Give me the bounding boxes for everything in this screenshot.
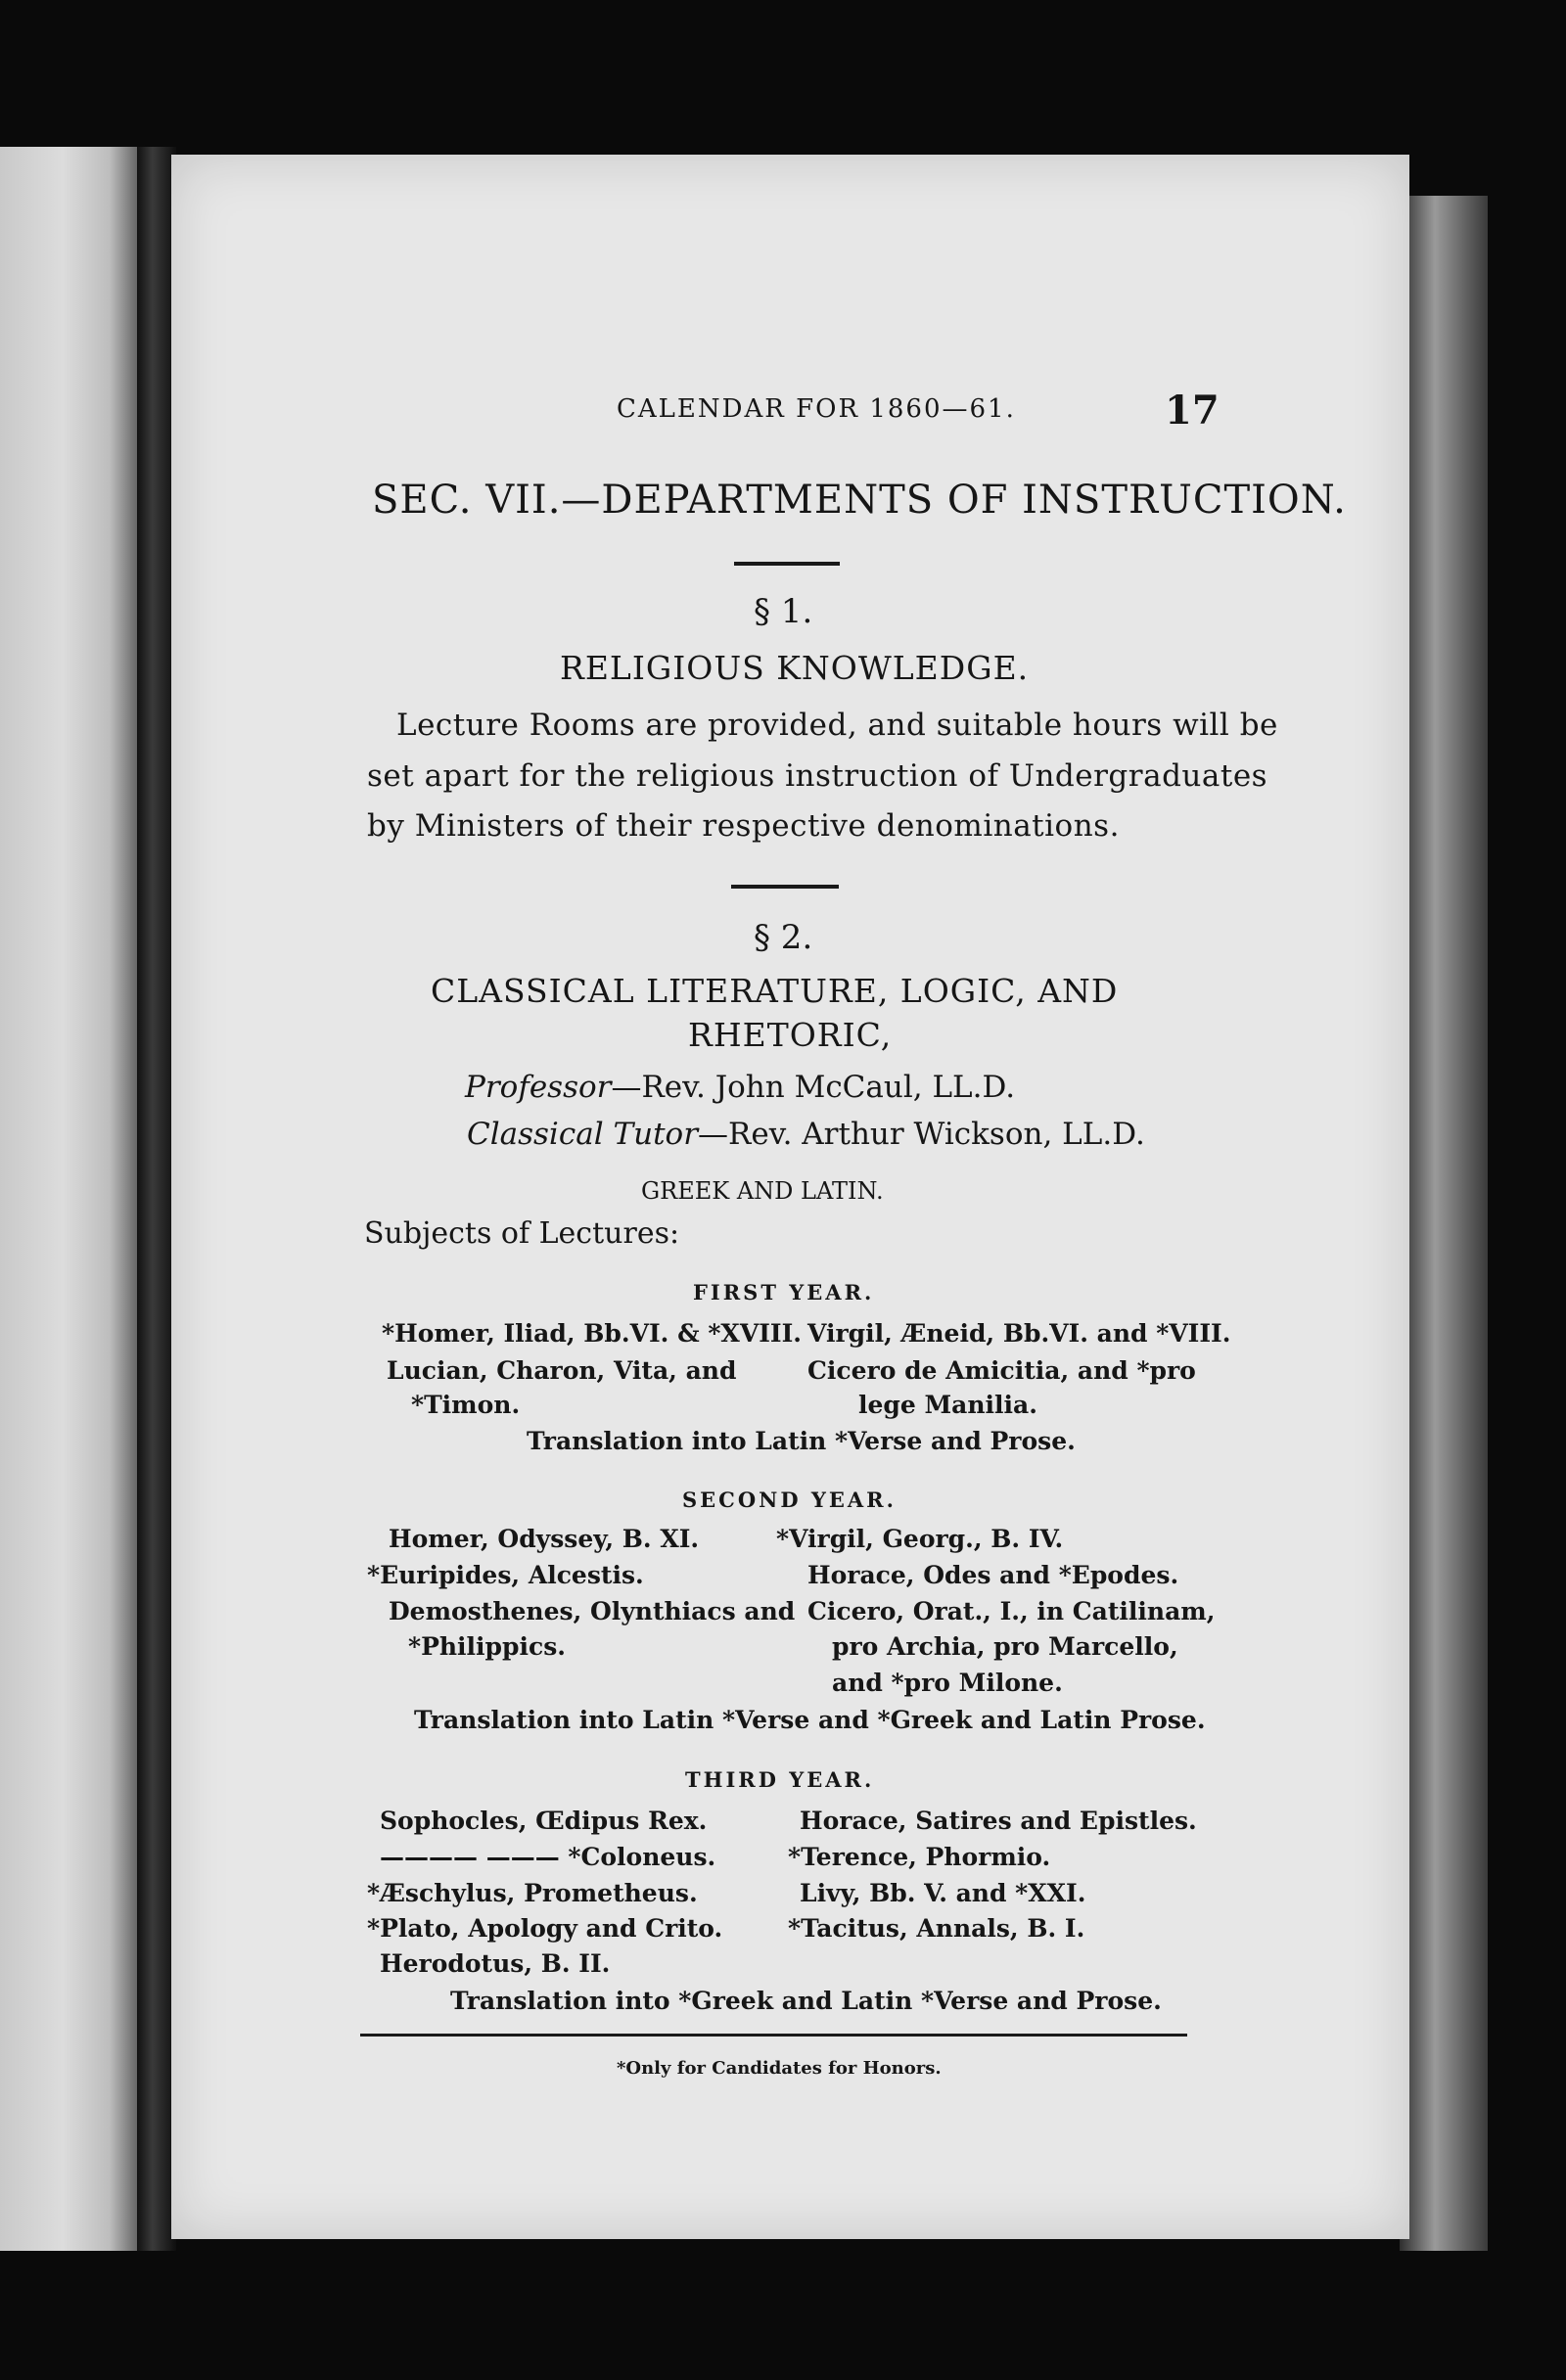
third-year-latin-4: *Tacitus, Annals, B. I. [788, 1914, 1085, 1943]
classical-heading-line-1: CLASSICAL LITERATURE, LOGIC, AND [431, 972, 1119, 1010]
greek-and-latin-heading: GREEK AND LATIN. [641, 1177, 884, 1205]
right-page-edges [1400, 196, 1488, 2251]
section-mark-1: § 1. [754, 592, 813, 631]
paragraph-line-2: set apart for the religious instruction of Undergraduates [367, 758, 1268, 794]
second-year-greek-4: *Philippics. [408, 1632, 566, 1661]
tutor-line [467, 1117, 1145, 1152]
second-year-latin-2: Horace, Odes and *Epodes. [807, 1561, 1179, 1589]
second-year-greek-1: Homer, Odyssey, B. XI. [389, 1525, 700, 1553]
divider-rule [731, 885, 839, 889]
second-year-translation: Translation into Latin *Verse and *Greek and Latin Prose. [414, 1706, 1206, 1734]
first-year-latin-3: lege Manilia. [858, 1391, 1037, 1419]
first-year-greek-3: *Timon. [411, 1391, 521, 1419]
footnote-rule [360, 2034, 1187, 2037]
second-year-latin-5: and *pro Milone. [832, 1669, 1063, 1697]
tutor-role: Classical Tutor [467, 1117, 699, 1152]
running-head: CALENDAR FOR 1860—61. [617, 394, 1016, 424]
left-page-edge [0, 147, 157, 2251]
second-year-latin-1: *Virgil, Georg., B. IV. [776, 1525, 1064, 1553]
classical-heading-line-2: RHETORIC, [688, 1016, 893, 1054]
section-mark-2: § 2. [754, 918, 813, 957]
second-year-greek-2: *Euripides, Alcestis. [367, 1561, 644, 1589]
third-year-greek-5: Herodotus, B. II. [380, 1949, 611, 1978]
professor-name: —Rev. John McCaul, LL.D. [611, 1070, 1016, 1105]
tutor-name: —Rev. Arthur Wickson, LL.D. [698, 1117, 1145, 1152]
first-year-translation: Translation into Latin *Verse and Prose. [527, 1427, 1076, 1455]
subjects-label: Subjects of Lectures: [364, 1216, 680, 1251]
third-year-heading: THIRD YEAR. [685, 1767, 875, 1792]
first-year-latin-1: Virgil, Æneid, Bb.VI. and *VIII. [807, 1319, 1231, 1348]
third-year-greek-2: ———— ——— *Coloneus. [380, 1843, 716, 1871]
third-year-latin-3: Livy, Bb. V. and *XXI. [800, 1879, 1086, 1907]
paragraph-line-3: by Ministers of their respective denominations. [367, 808, 1120, 844]
document-page [171, 155, 1409, 2239]
first-year-latin-2: Cicero de Amicitia, and *pro [807, 1356, 1196, 1385]
second-year-latin-3: Cicero, Orat., I., in Catilinam, [807, 1597, 1216, 1625]
professor-line [465, 1070, 1015, 1105]
first-year-greek-1: *Homer, Iliad, Bb.VI. & *XVIII. [382, 1319, 803, 1348]
professor-role: Professor [465, 1070, 612, 1105]
divider-rule [734, 562, 840, 566]
footnote: *Only for Candidates for Honors. [617, 2058, 942, 2079]
third-year-latin-1: Horace, Satires and Epistles. [800, 1807, 1197, 1835]
third-year-translation: Translation into *Greek and Latin *Verse and Prose. [450, 1987, 1162, 2015]
paragraph-line-1: Lecture Rooms are provided, and suitable hours will be [396, 708, 1278, 743]
second-year-latin-4: pro Archia, pro Marcello, [832, 1632, 1178, 1661]
religious-knowledge-heading: RELIGIOUS KNOWLEDGE. [560, 649, 1030, 687]
third-year-greek-3: *Æschylus, Prometheus. [367, 1879, 698, 1907]
third-year-latin-2: *Terence, Phormio. [788, 1843, 1051, 1871]
section-title: SEC. VII.—DEPARTMENTS OF INSTRUCTION. [372, 478, 1347, 523]
page-number: 17 [1165, 388, 1220, 434]
first-year-heading: FIRST YEAR. [693, 1280, 875, 1304]
first-year-greek-2: Lucian, Charon, Vita, and [387, 1356, 737, 1385]
third-year-greek-1: Sophocles, Œdipus Rex. [380, 1807, 708, 1835]
book-spine [137, 147, 176, 2251]
second-year-greek-3: Demosthenes, Olynthiacs and [389, 1597, 796, 1625]
third-year-greek-4: *Plato, Apology and Crito. [367, 1914, 723, 1943]
second-year-heading: SECOND YEAR. [682, 1488, 897, 1512]
